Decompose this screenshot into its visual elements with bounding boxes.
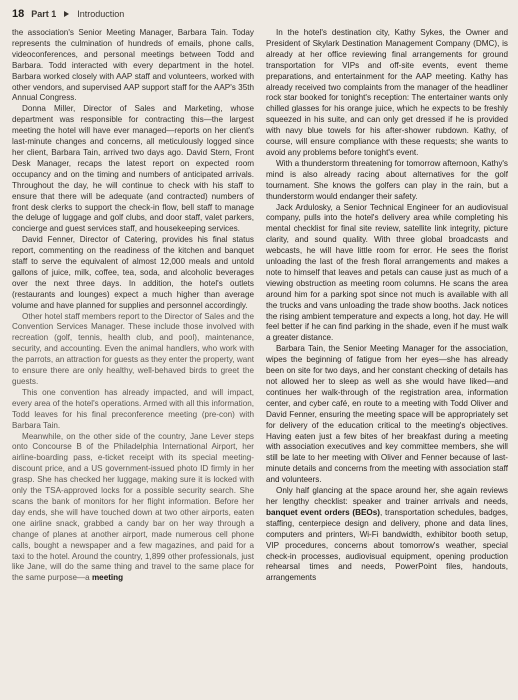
left-column [12, 28, 254, 696]
right-column [266, 28, 508, 696]
paragraph: This one convention has already impacted, and will impact, every area of the hotel's operations. Armed with all this information, Todd leaves for his final preconference meeting (pre-con) with Barbara Tain. [12, 387, 254, 430]
paragraph: With a thunderstorm threatening for tomorrow afternoon, Kathy's mind is also already racing about alternatives for the golf tournament. She knows the golfers can play in the rain, but a thunderstorm would endanger their safety. [266, 158, 508, 201]
paragraph-text: , transportation schedules, badges, staffing, centerpiece design and delivery, phone and data lines, computers and printers, Wi-Fi bandwidth, exhibitor booth setup, VIP procedures, concerns about tomorrow's weather, special check-in processes, audiovisual equipment, opening production rehearsal times and needs, PowerPoint files, handouts, arrangements [266, 507, 508, 583]
paragraph: Barbara Tain, the Senior Meeting Manager for the association, wipes the beginning of fatigue from her eyes—she has already been on site for two days, and her constant checking of details has not allowed her to sleep as well as she would have liked—and continues her walk-through of the registration area, information center, and cyber café, en route to a meeting with Todd Oliver and David Fenner, ensuring the meeting space will be appropriately set for delivery of the education critical to the meeting's objectives. Having eaten just a few bites of her breakfast during a meeting with association executives and key committee members, she will still be late to her meeting with Oliver and Fenner because of last-minute details and concerns from the meeting with association staff and volunteers. [266, 344, 508, 485]
part-label: Part 1 [31, 9, 57, 19]
paragraph: Jack Ardulosky, a Senior Technical Engineer for an audiovisual company, pulls into the hotel's delivery area while completing his mental checklist for final site review, satellite link integrity, picture clarity, and sound quality. With three global broadcasts and webcasts, he will have little room for error. He sees the florist unloading the last of the fresh floral arrangements and makes a note to himself that leaves and petals can cause just as much of a viewing obstruction as meeting room columns. He scans the area around him for a parking spot since not much is available with all the trucks and vans unloading the trade show booths. Jack notices the rising ambient temperature and expects a long, hot day. He will feel better if he can find parking in the shade, even if he must walk a greater distance. [266, 202, 508, 343]
paragraph: the association's Senior Meeting Manager, Barbara Tain. Today represents the culmination of hundreds of emails, phone calls, videoconferences, and personal meetings between Todd and Barbara. Todd interacted with every department in the hotel. Barbara worked closely with AAP staff and volunteers, worked with other vendors, and supervised AAP support staff for the AAP's 35th Annual Congress. [12, 28, 254, 103]
key-term: banquet event orders (BEOs) [266, 507, 380, 517]
text-columns [12, 28, 508, 696]
chapter-label: Introduction [77, 9, 125, 19]
paragraph: David Fenner, Director of Catering, provides his final status report, commenting on the readiness of the kitchen and banquet staff to serve the equivalent of almost 12,000 meals and untold gallons of juice, milk, coffee, tea, soda, and alcoholic beverages over the next three days. In addition, the hotel's outlets (restaurants and lounges) expect a much higher than average volume and have planned for supplies and personnel accordingly. [12, 235, 254, 310]
paragraph [12, 432, 254, 585]
paragraph: In the hotel's destination city, Kathy Sykes, the Owner and President of Skylark Destination Management Company (DMC), is already at her office reviewing final arrangements for ground transportation for VIPs and off-site events, event theme preparations, and entertainment for the AAP meeting. Kathy has already received two complaints from the manager of the headliner rock star booked for tonight's reception: The entertainer wants only chilled glasses for his orange juice, which he expects to be freshly squeezed in his suite, and can only get dressed if he is provided with navy blue towels for his after-shower rubdown. Kathy, of course, will ensure compliance with these requests; she wants to avoid any problems before tonight's event. [266, 28, 508, 157]
paragraph-text: Only half glancing at the space around her, she again reviews her lengthy checklist: speaker and trainer arrivals and needs, [266, 486, 508, 506]
paragraph [266, 486, 508, 584]
running-head [12, 5, 508, 23]
key-term: meeting [91, 573, 124, 583]
paragraph: Donna Miller, Director of Sales and Marketing, whose department was responsible for contracting this—the largest meeting the hotel will have ever managed—reports on her client's last-minute changes and concerns, all meticulously logged since her client, Barbara Tain, arrived two days ago. David Stern, Front Desk Manager, recaps the latest report on expected room occupancy and on the timing and numbers of anticipated arrivals. Throughout the day, he will continue to check with his staff to ensure that there will be adequate (and contracted) numbers of front desk clerks to support the check-in flow, bell staff to manage the deluge of luggage and golf clubs, and door staff, valet parkers, concierge and guest services staff, and housekeeping services. [12, 104, 254, 234]
page-number: 18 [12, 8, 25, 20]
triangle-right-icon [64, 11, 69, 17]
paragraph: Other hotel staff members report to the Director of Sales and the Convention Services Manager. These include those involved with recreation (golf, tennis, health club, and pool), maintenance, security, and accounting. Even the animal handlers, who work with the parrots, an attraction for guests as they enter the property, want to ensure there are only healthy, well-behaved birds to greet the guests. [12, 311, 254, 386]
paragraph-text: Meanwhile, on the other side of the country, Jane Lever steps onto Concourse B of the Philadelphia International Airport, her airline-boarding pass, e-ticket receipt with its special meeting-discount price, and a US government-issued photo ID firmly in her grasp. She has checked her luggage, making sure it is locked with only the TSA-approved locks for a possible security search. She scans the bank of monitors for her flight information. Before her day ends, she will have touched down at two other airports, eaten one airline snack, grabbed a candy bar on her way through a change of planes at another airport, made numerous cell phone calls, bought a newspaper and a few magazines, and paid for a taxi to the hotel. Around the country, 1,899 other professionals, just like Jane, will do the same thing and travel to the same place for the same purpose—a [12, 431, 254, 583]
